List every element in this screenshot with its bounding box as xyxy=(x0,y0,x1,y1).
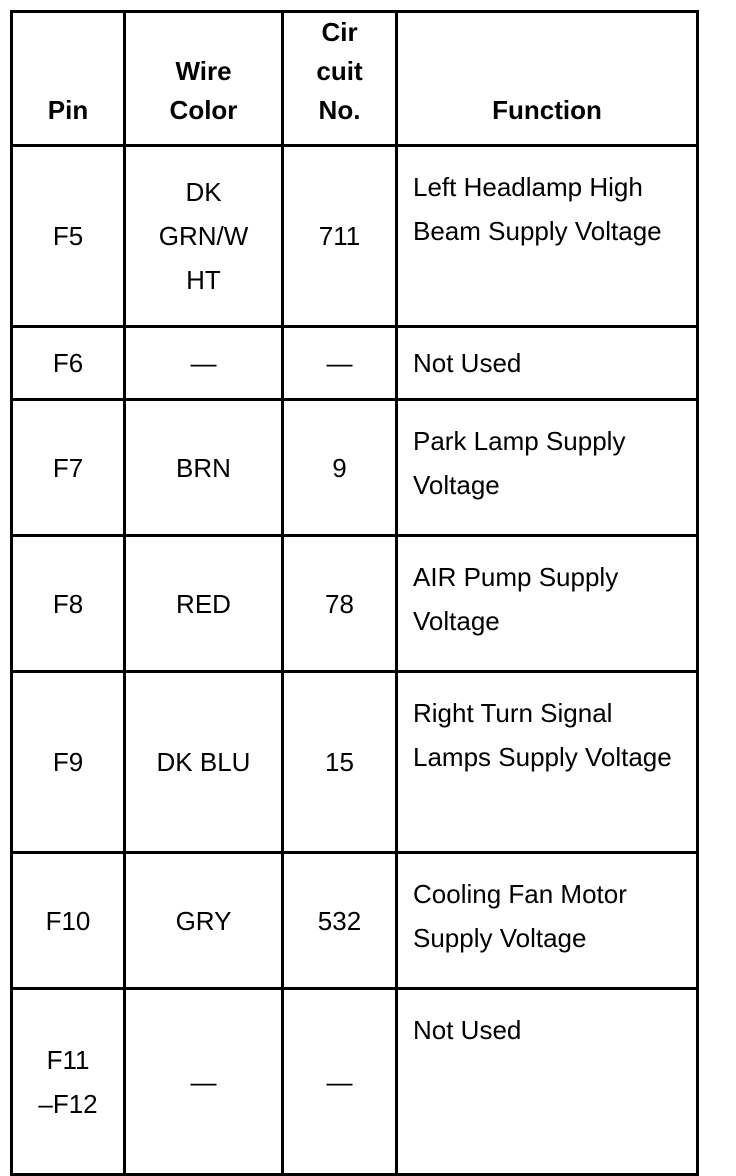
function-cell xyxy=(397,327,698,400)
header-circuit-no-label: Cir cuit No. xyxy=(316,17,363,125)
wire-color-value: GRY xyxy=(175,905,232,936)
circuit-cell xyxy=(283,989,397,1175)
table-row xyxy=(12,536,698,672)
table-row xyxy=(12,672,698,853)
table-row xyxy=(12,853,698,989)
wire-color-cell xyxy=(125,536,283,672)
wire-color-cell xyxy=(125,853,283,989)
wire-color-cell xyxy=(125,989,283,1175)
header-function-label: Function xyxy=(492,95,602,125)
function-value: Not Used xyxy=(413,348,522,378)
function-value: Park Lamp Supply Voltage xyxy=(413,426,626,500)
wire-color-value: DK BLU xyxy=(156,747,251,777)
header-pin xyxy=(12,12,125,146)
function-cell xyxy=(397,400,698,536)
function-cell xyxy=(397,853,698,989)
circuit-cell xyxy=(283,672,397,853)
pin-value: F9 xyxy=(52,747,84,777)
header-pin-label: Pin xyxy=(47,95,89,125)
function-cell xyxy=(397,146,698,327)
circuit-value: — xyxy=(326,1066,353,1097)
pin-value: F6 xyxy=(52,348,84,378)
header-circuit-no xyxy=(283,12,397,146)
table-row xyxy=(12,327,698,400)
pin-cell xyxy=(12,672,125,853)
wire-color-cell xyxy=(125,400,283,536)
function-value: Not Used xyxy=(413,1015,522,1045)
circuit-value: 711 xyxy=(318,221,361,251)
wire-color-cell xyxy=(125,672,283,853)
function-value: Right Turn Signal Lamps Supply Voltage xyxy=(413,698,672,772)
wire-color-cell xyxy=(125,146,283,327)
table-row xyxy=(12,146,698,327)
wire-color-value: BRN xyxy=(176,452,231,483)
wire-color-value: RED xyxy=(176,588,231,619)
wire-color-value: — xyxy=(190,1066,217,1097)
table-row xyxy=(12,989,698,1175)
header-wire-color-label: Wire Color xyxy=(169,56,238,125)
header-row xyxy=(12,12,698,146)
function-cell xyxy=(397,989,698,1175)
pin-value: F7 xyxy=(52,452,84,483)
pin-value: F11 –F12 xyxy=(38,1044,98,1119)
circuit-cell xyxy=(283,536,397,672)
pin-cell xyxy=(12,536,125,672)
pin-cell xyxy=(12,400,125,536)
circuit-value: — xyxy=(326,348,353,378)
pin-value: F5 xyxy=(52,221,84,251)
function-cell xyxy=(397,536,698,672)
function-cell xyxy=(397,672,698,853)
wire-color-value: DK GRN/W HT xyxy=(158,177,249,295)
wire-color-cell xyxy=(125,327,283,400)
circuit-cell xyxy=(283,853,397,989)
function-value: AIR Pump Supply Voltage xyxy=(413,562,619,636)
circuit-value: 15 xyxy=(325,747,354,777)
connector-pin-table xyxy=(10,10,699,1176)
circuit-cell xyxy=(283,400,397,536)
circuit-value: 9 xyxy=(332,452,347,483)
circuit-value: 532 xyxy=(317,905,362,936)
circuit-value: 78 xyxy=(325,588,354,619)
pin-value: F10 xyxy=(45,905,91,936)
pin-cell xyxy=(12,989,125,1175)
pin-value: F8 xyxy=(52,588,84,619)
function-value: Left Headlamp High Beam Supply Voltage xyxy=(413,172,662,246)
wire-color-value: — xyxy=(190,348,217,378)
circuit-cell xyxy=(283,146,397,327)
pin-cell xyxy=(12,146,125,327)
circuit-cell xyxy=(283,327,397,400)
table-row xyxy=(12,400,698,536)
pin-cell xyxy=(12,327,125,400)
header-function xyxy=(397,12,698,146)
pin-cell xyxy=(12,853,125,989)
function-value: Cooling Fan Motor Supply Voltage xyxy=(413,879,627,953)
header-wire-color xyxy=(125,12,283,146)
